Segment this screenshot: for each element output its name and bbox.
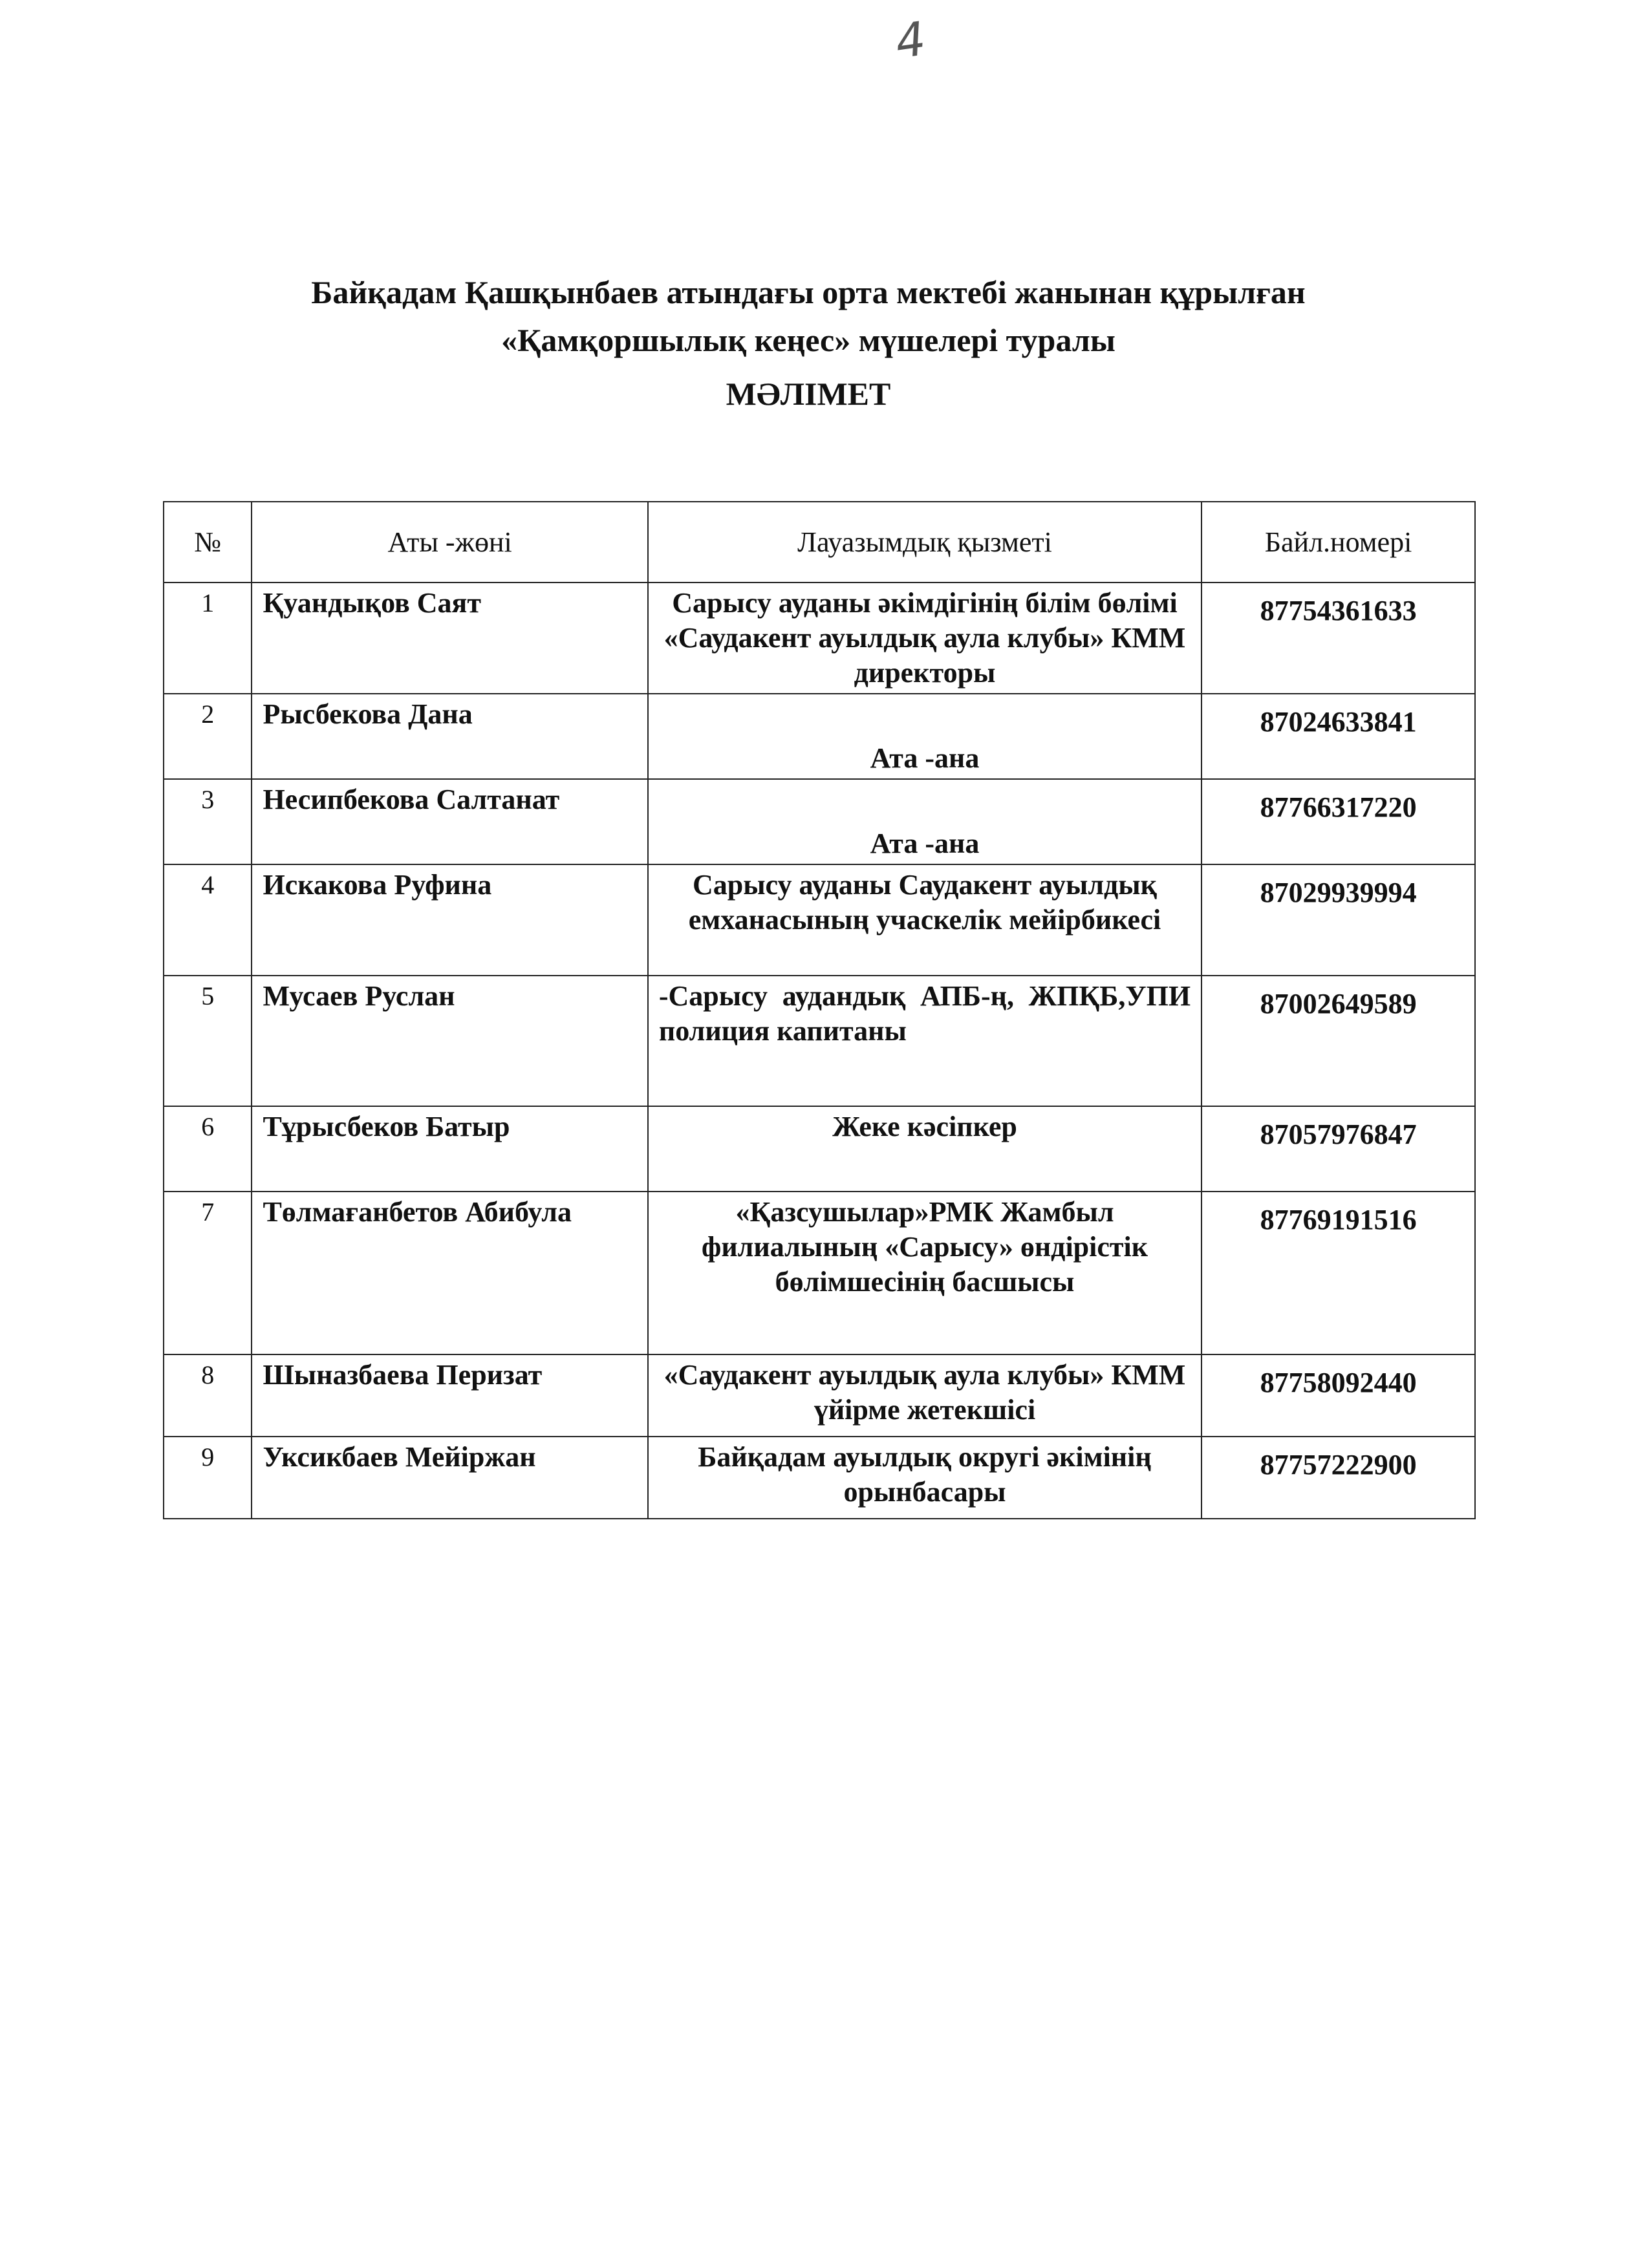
header-phone: Байл.номері	[1202, 502, 1475, 583]
title-line-1: Байқадам Қашқынбаев атындағы орта мектебі жанынан құрылған	[311, 274, 1306, 310]
header-num: №	[164, 502, 252, 583]
row-position: Жеке кәсіпкер	[648, 1106, 1202, 1192]
page-number: 4	[892, 11, 929, 69]
row-name: Шыназбаева Перизат	[252, 1354, 647, 1437]
row-name: Рысбекова Дана	[252, 694, 647, 779]
document-title	[162, 268, 1455, 364]
row-phone: 87024633841	[1202, 694, 1475, 779]
row-num: 5	[164, 976, 252, 1106]
row-name: Искакова Руфина	[252, 864, 647, 976]
row-phone: 87754361633	[1202, 583, 1475, 694]
row-num: 1	[164, 583, 252, 694]
row-position: Байқадам ауылдық округі әкімінің орынбасары	[648, 1437, 1202, 1519]
row-phone: 87002649589	[1202, 976, 1475, 1106]
row-name: Мусаев Руслан	[252, 976, 647, 1106]
table-row	[164, 779, 1475, 864]
row-num: 3	[164, 779, 252, 864]
members-table	[163, 501, 1476, 1519]
table-row	[164, 1106, 1475, 1192]
row-num: 9	[164, 1437, 252, 1519]
row-position: Сарысу ауданы әкімдігінің білім бөлімі «Саудакент ауылдық аула клубы» КММ директоры	[648, 583, 1202, 694]
title-line-2: «Қамқоршылық кеңес» мүшелері туралы	[501, 322, 1116, 358]
row-num: 4	[164, 864, 252, 976]
row-phone: 87057976847	[1202, 1106, 1475, 1192]
table-row	[164, 1192, 1475, 1354]
row-name: Уксикбаев Мейіржан	[252, 1437, 647, 1519]
row-num: 2	[164, 694, 252, 779]
row-num: 6	[164, 1106, 252, 1192]
row-position: «Саудакент ауылдық аула клубы» КММ үйірме жетекшісі	[648, 1354, 1202, 1437]
row-phone: 87757222900	[1202, 1437, 1475, 1519]
table-row	[164, 864, 1475, 976]
row-name: Несипбекова Салтанат	[252, 779, 647, 864]
row-position: «Қазсушылар»РМК Жамбыл филиалының «Сарысу» өндірістік бөлімшесінің басшысы	[648, 1192, 1202, 1354]
row-position: Сарысу ауданы Саудакент ауылдық емханасының учаскелік мейірбикесі	[648, 864, 1202, 976]
table-header-row	[164, 502, 1475, 583]
table-row	[164, 694, 1475, 779]
row-num: 8	[164, 1354, 252, 1437]
row-phone: 87758092440	[1202, 1354, 1475, 1437]
row-phone: 87029939994	[1202, 864, 1475, 976]
row-position: Ата -ана	[648, 694, 1202, 779]
row-position: Ата -ана	[648, 779, 1202, 864]
row-phone: 87766317220	[1202, 779, 1475, 864]
row-name: Қуандықов Саят	[252, 583, 647, 694]
document-heading: МӘЛІМЕТ	[726, 376, 891, 412]
header-position: Лауазымдық қызметі	[648, 502, 1202, 583]
row-name: Төлмағанбетов Абибула	[252, 1192, 647, 1354]
table-row	[164, 1437, 1475, 1519]
header-name: Аты -жөні	[252, 502, 647, 583]
row-phone: 87769191516	[1202, 1192, 1475, 1354]
row-name: Тұрысбеков Батыр	[252, 1106, 647, 1192]
table-row	[164, 976, 1475, 1106]
row-position: -Сарысу аудандық АПБ-ң, ЖПҚБ,УПИ полиция капитаны	[648, 976, 1202, 1106]
table-row	[164, 1354, 1475, 1437]
row-num: 7	[164, 1192, 252, 1354]
table-row	[164, 583, 1475, 694]
